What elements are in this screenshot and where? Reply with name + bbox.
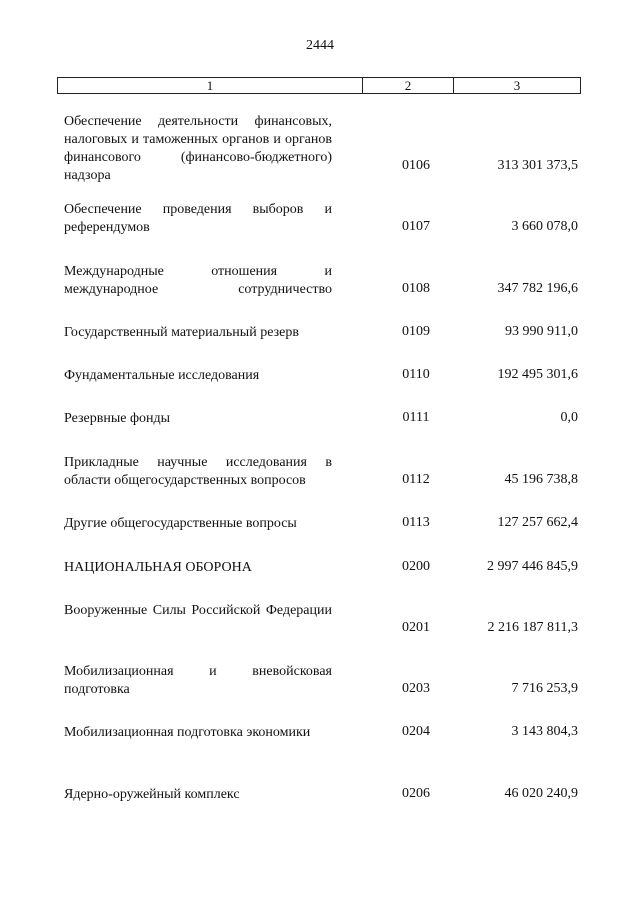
row-code: 0107 bbox=[402, 219, 430, 234]
row-code: 0106 bbox=[402, 158, 430, 173]
header-col-2: 2 bbox=[363, 78, 454, 93]
row-amount: 0,0 bbox=[560, 410, 578, 425]
row-amount: 93 990 911,0 bbox=[505, 324, 578, 339]
row-amount: 46 020 240,9 bbox=[504, 786, 578, 801]
row-name: Фундаментальные исследования bbox=[64, 368, 260, 383]
row-amount: 127 257 662,4 bbox=[497, 515, 578, 530]
row-code: 0206 bbox=[402, 786, 430, 801]
row-amount: 3 143 804,3 bbox=[511, 724, 578, 739]
row-code: 0109 bbox=[402, 324, 430, 339]
row-code: 0111 bbox=[402, 410, 430, 425]
row-name: НАЦИОНАЛЬНАЯ ОБОРОНА bbox=[64, 560, 252, 575]
row-name: Резервные фонды bbox=[64, 411, 171, 426]
row-amount: 347 782 196,6 bbox=[497, 281, 578, 296]
row-name: Прикладные научные исследования в области общегосударственных вопросов bbox=[64, 455, 332, 488]
page-number: 2444 bbox=[306, 38, 334, 53]
row-name: Вооруженные Силы Российской Федерации bbox=[64, 603, 332, 618]
row-amount: 2 997 446 845,9 bbox=[487, 559, 578, 574]
row-name: Обеспечение деятельности финансовых, налоговых и таможенных органов и органов финансового (финансово-бюджетного) надзора bbox=[64, 114, 332, 183]
header-col-1: 1 bbox=[58, 78, 363, 93]
row-code: 0204 bbox=[402, 724, 430, 739]
row-name: Другие общегосударственные вопросы bbox=[64, 516, 297, 531]
row-amount: 313 301 373,5 bbox=[497, 158, 578, 173]
row-name: Мобилизационная подготовка экономики bbox=[64, 725, 311, 740]
row-amount: 7 716 253,9 bbox=[511, 681, 578, 696]
row-name: Обеспечение проведения выборов и референдумов bbox=[64, 202, 332, 235]
row-code: 0112 bbox=[402, 472, 430, 487]
row-name: Мобилизационная и вневойсковая подготовка bbox=[64, 664, 332, 697]
row-code: 0203 bbox=[402, 681, 430, 696]
row-name: Ядерно-оружейный комплекс bbox=[64, 787, 240, 802]
row-name: Государственный материальный резерв bbox=[64, 325, 299, 340]
row-code: 0200 bbox=[402, 559, 430, 574]
table-header bbox=[57, 77, 581, 94]
header-col-3: 3 bbox=[513, 78, 521, 93]
row-code: 0113 bbox=[402, 515, 430, 530]
row-amount: 3 660 078,0 bbox=[511, 219, 578, 234]
row-amount: 2 216 187 811,3 bbox=[487, 620, 578, 635]
row-amount: 192 495 301,6 bbox=[497, 367, 578, 382]
row-code: 0201 bbox=[402, 620, 430, 635]
row-name: Международные отношения и международное сотрудничество bbox=[64, 264, 332, 297]
row-code: 0110 bbox=[402, 367, 430, 382]
row-code: 0108 bbox=[402, 281, 430, 296]
row-amount: 45 196 738,8 bbox=[504, 472, 578, 487]
